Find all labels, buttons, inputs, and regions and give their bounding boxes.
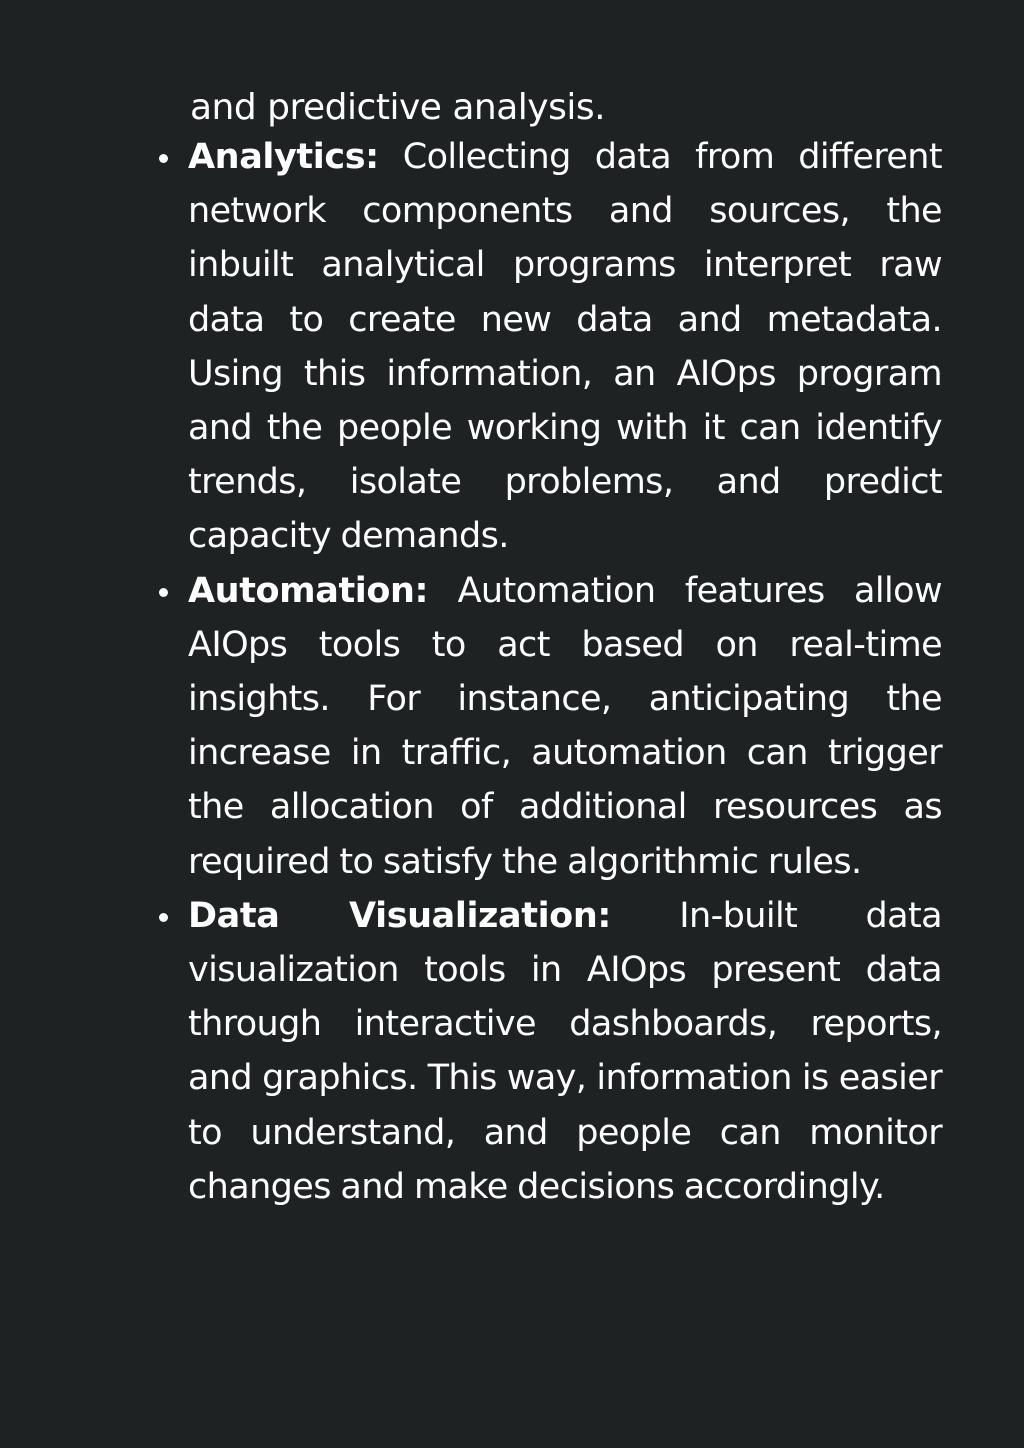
bullet-description: Collecting data from different network components and sources, the inbuilt analytical programs interpret raw data to create new data and metadata. Using this information, an AIOps program and the people working with it can identify trends, isolate problems, and predict capacity demands. bbox=[188, 137, 942, 557]
bullet-data-visualization bbox=[188, 889, 942, 1214]
bullet-term: Analytics: bbox=[188, 137, 379, 177]
bullet-dot-icon bbox=[159, 588, 168, 597]
bullet-description: In-built data visualization tools in AIOps present data through interactive dashboards, reports, and graphics. This way, information is easier to understand, and people can monitor changes and make decisions accordingly. bbox=[188, 895, 942, 1207]
bullet-description: Automation features allow AIOps tools to act based on real-time insights. For instance, anticipating the increase in traffic, automation can trigger the allocation of additional resources as required to satisfy the algorithmic rules. bbox=[188, 570, 942, 882]
previous-paragraph-continuation: and predictive analysis. bbox=[190, 87, 606, 128]
bullet-analytics bbox=[188, 130, 942, 564]
bullet-dot-icon bbox=[159, 913, 168, 922]
bullet-dot-icon bbox=[159, 154, 168, 163]
bullet-term: Automation: bbox=[188, 570, 429, 611]
feature-bullet-list bbox=[0, 130, 1024, 1214]
bullet-automation bbox=[188, 564, 942, 889]
bullet-term: Data Visualization: bbox=[188, 895, 611, 936]
